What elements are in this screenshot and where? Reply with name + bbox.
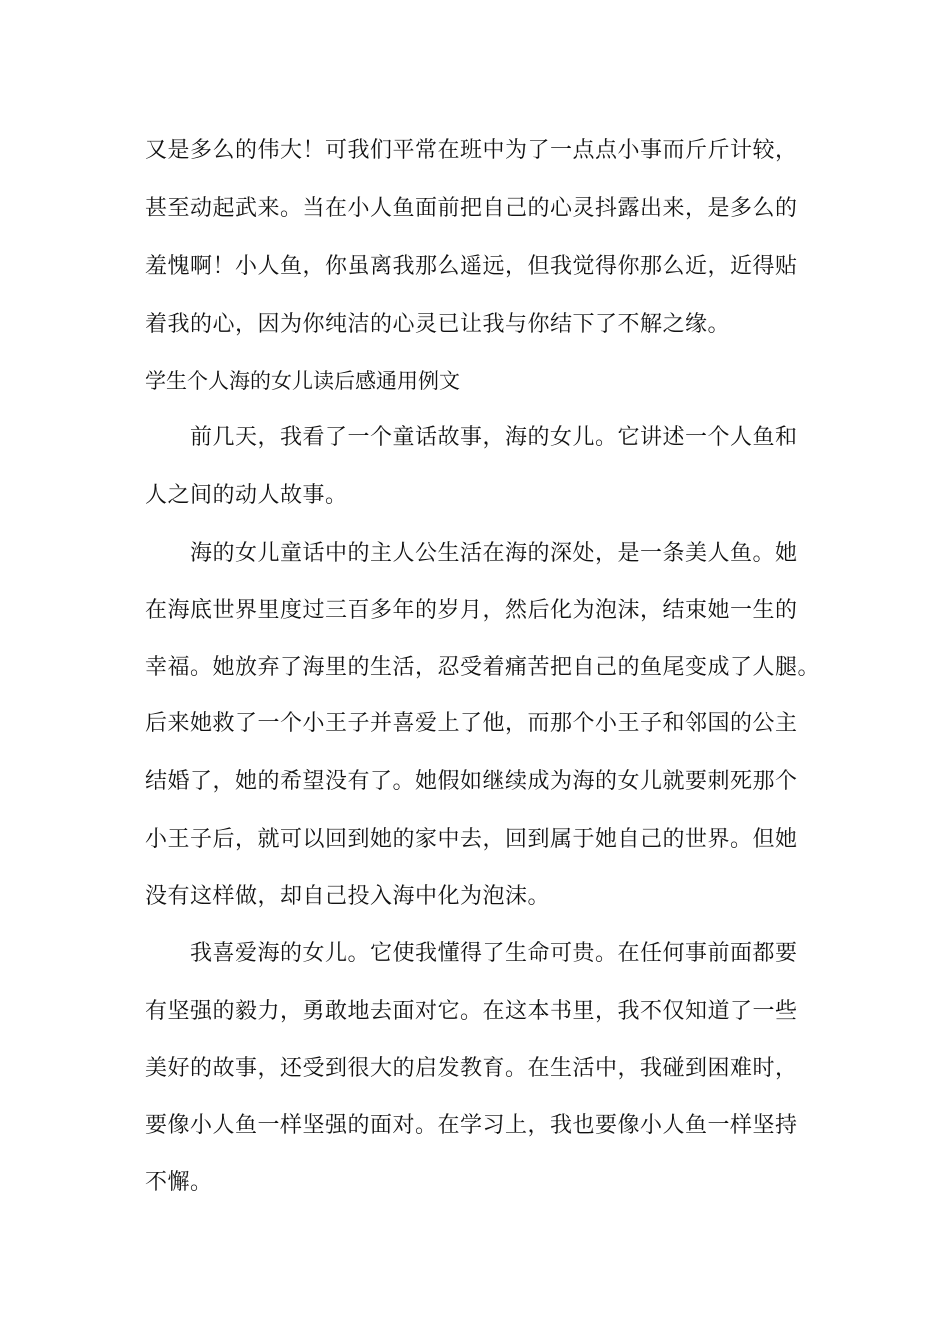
- paragraph-line: 不懈。: [145, 1170, 213, 1195]
- paragraph-line: 海的女儿童话中的主人公生活在海的深处，是一条美人鱼。她: [190, 541, 798, 566]
- paragraph-line: 甚至动起武来。当在小人鱼面前把自己的心灵抖露出来，是多么的: [145, 196, 798, 221]
- paragraph-line: 幸福。她放弃了海里的生活，忍受着痛苦把自己的鱼尾变成了人腿。: [145, 655, 821, 680]
- paragraph-line: 又是多么的伟大！可我们平常在班中为了一点点小事而斤斤计较，: [145, 138, 798, 163]
- paragraph-line: 小王子后，就可以回到她的家中去，回到属于她自己的世界。但她: [145, 827, 798, 852]
- paragraph-line: 我喜爱海的女儿。它使我懂得了生命可贵。在任何事前面都要: [190, 941, 798, 966]
- paragraph-line: 人之间的动人故事。: [145, 483, 348, 508]
- section-heading: 学生个人海的女儿读后感通用例文: [145, 369, 460, 393]
- paragraph-line: 着我的心，因为你纯洁的心灵已让我与你结下了不解之缘。: [145, 312, 731, 337]
- paragraph-line: 有坚强的毅力，勇敢地去面对它。在这本书里，我不仅知道了一些: [145, 999, 798, 1024]
- paragraph-line: 没有这样做，却自己投入海中化为泡沫。: [145, 884, 551, 909]
- paragraph-line: 要像小人鱼一样坚强的面对。在学习上，我也要像小人鱼一样坚持: [145, 1113, 798, 1138]
- paragraph-line: 美好的故事，还受到很大的启发教育。在生活中，我碰到困难时，: [145, 1056, 798, 1081]
- paragraph-line: 羞愧啊！小人鱼，你虽离我那么遥远，但我觉得你那么近，近得贴: [145, 254, 798, 279]
- paragraph-line: 结婚了，她的希望没有了。她假如继续成为海的女儿就要刺死那个: [145, 769, 798, 794]
- paragraph-line: 在海底世界里度过三百多年的岁月，然后化为泡沫，结束她一生的: [145, 598, 798, 623]
- paragraph-line: 后来她救了一个小王子并喜爱上了他，而那个小王子和邻国的公主: [145, 711, 798, 736]
- paragraph-line: 前几天，我看了一个童话故事，海的女儿。它讲述一个人鱼和: [190, 425, 798, 450]
